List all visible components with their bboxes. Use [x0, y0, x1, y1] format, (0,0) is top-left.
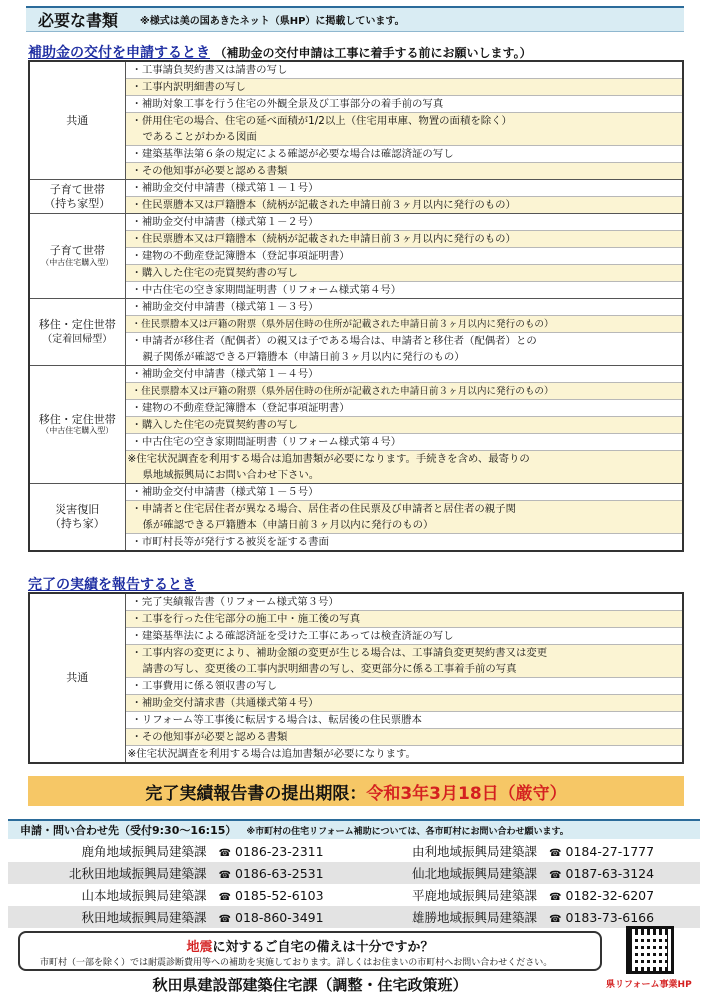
- phone-icon: ☎: [218, 891, 232, 903]
- requirement-line: ・中古住宅の空き家期間証明書（リフォーム様式第４号）: [131, 284, 402, 296]
- submission-deadline-banner: [28, 776, 684, 806]
- requirement-line: ・補助対象工事を行う住宅の外観全景及び工事部分の着手前の写真: [126, 96, 683, 113]
- office-name: 鹿角地域振興局建築課: [81, 844, 207, 859]
- earthquake-title: 地震に対するご自宅の備えは十分ですか？: [186, 940, 434, 955]
- requirement-line: ・建築基準法第６条の規定による確認が必要な場合は確認済証の写し: [126, 146, 683, 163]
- requirement-line: 係が確認できる戸籍謄本（申請日前３ヶ月以内に発行のもの）: [126, 517, 683, 534]
- requirement-line: ・住民票謄本又は戸籍の附票（県外居住時の住所が記載された申請日前３ヶ月以内に発行のもの）: [126, 316, 683, 333]
- phone-icon: ☎: [549, 847, 562, 859]
- group-childcare-used-home: [29, 214, 683, 299]
- contacts-table: [8, 840, 700, 928]
- completion-heading: 完了の実績を報告するとき: [28, 577, 196, 593]
- requirement-line: ・申請者と住宅居住者が異なる場合、居住者の住民票及び申請者と居住者の親子関: [126, 501, 683, 517]
- requirement-line: 請書の写し、変更後の工事内訳明細書の写し、変更部分に係る工事着手前の写真: [126, 661, 683, 678]
- requirement-line: ・補助金交付請求書（共通様式第４号）: [126, 695, 683, 712]
- office-name: 仙北地域振興局建築課: [369, 862, 545, 884]
- requirement-line: ・建物の不動産登記簿謄本（登記事項証明書）: [126, 248, 683, 265]
- office-name: 秋田地域振興局建築課: [8, 906, 215, 928]
- qr-code-label: 県リフォーム事業HP: [606, 980, 692, 990]
- requirement-line: ・補助金交付申請書（様式第１－２号）: [126, 214, 683, 231]
- category-cell: 共通: [29, 61, 125, 180]
- phone-icon: ☎: [549, 891, 562, 903]
- category-cell: 子育て世帯 （持ち家型）: [29, 180, 125, 214]
- requirement-line: ・建物の不動産登記簿謄本（登記事項証明書）: [126, 400, 683, 417]
- requirement-line: ・建築基準法による確認済証を受けた工事にあっては検査済証の写し: [126, 628, 683, 645]
- page-title: 必要な書類: [38, 11, 119, 30]
- deadline-label: 完了実績報告書の提出期限：: [145, 783, 367, 804]
- contact-row: [8, 884, 700, 906]
- requirement-line: ・住民票謄本又は戸籍謄本（続柄が記載された申請日前３ヶ月以内に発行のもの）: [126, 197, 683, 213]
- requirement-line: ・住民票謄本又は戸籍の附票（県外居住時の住所が記載された申請日前３ヶ月以内に発行のもの）: [126, 383, 683, 400]
- category-cell: 移住・定住世帯 （中古住宅購入型）: [29, 366, 125, 484]
- requirement-line: ・購入した住宅の売買契約書の写し: [126, 265, 683, 282]
- office-name: 山本地域振興局建築課: [81, 888, 207, 903]
- phone-icon: ☎: [218, 847, 232, 859]
- requirement-line: ・補助金交付申請書（様式第１－５号）: [126, 484, 683, 501]
- requirement-note: 県地域振興局にお問い合わせ下さい。: [126, 467, 683, 483]
- requirement-line: ・併用住宅の場合、住宅の延べ面積が1/2以上（住宅用車庫、物置の面積を除く）: [126, 113, 683, 129]
- group-common: [29, 61, 683, 180]
- phone-number[interactable]: ☎ 018-860-3491: [215, 906, 370, 928]
- phone-number[interactable]: ☎ 0185-52-6103: [218, 887, 324, 903]
- application-heading: 補助金の交付を申請するとき （補助金の交付申請は工事に着手する前にお願いします。）: [28, 45, 532, 61]
- contact-row: [8, 840, 700, 862]
- office-name: 雄勝地域振興局建築課: [369, 906, 545, 928]
- contacts-heading: 申請・問い合わせ先（受付9:30～16:15） ※市町村の住宅リフォーム補助については、各市町村にお問い合わせ願います。: [8, 819, 700, 839]
- group-disaster-recovery: [29, 484, 683, 552]
- requirement-line: ・工事内容の変更により、補助金額の変更が生じる場合は、工事請負変更契約書又は変更: [126, 645, 683, 661]
- contact-row: [8, 862, 700, 884]
- contact-row: [8, 906, 700, 928]
- requirement-line: ・中古住宅の空き家期間証明書（リフォーム様式第４号）: [126, 434, 683, 451]
- phone-number[interactable]: ☎ 0184-27-1777: [549, 843, 655, 859]
- requirement-line: 親子関係が確認できる戸籍謄本（申請日前３ヶ月以内に発行のもの）: [142, 351, 465, 363]
- phone-icon: ☎: [218, 913, 232, 925]
- phone-icon: ☎: [549, 869, 562, 881]
- requirement-line: ・工事内訳明細書の写し: [126, 79, 683, 96]
- requirement-line: ・その他知事が必要と認める書類: [126, 729, 683, 746]
- requirement-line: ・完了実績報告書（リフォーム様式第３号）: [126, 594, 683, 611]
- category-cell: 子育て世帯 （中古住宅購入型）: [29, 214, 125, 299]
- group-completion-common: [29, 593, 683, 763]
- requirement-line: ・補助金交付申請書（様式第１－４号）: [126, 366, 683, 383]
- group-migration-used-home: [29, 366, 683, 484]
- requirement-line: ・住民票謄本又は戸籍謄本（続柄が記載された申請日前３ヶ月以内に発行のもの）: [126, 231, 683, 248]
- requirement-line: ・申請者が移住者（配偶者）の親又は子である場合は、申請者と移住者（配偶者）との: [131, 335, 537, 347]
- requirement-line: ・市町村長等が発行する被災を証する書面: [131, 536, 329, 548]
- office-name: 由利地域振興局建築課: [412, 844, 538, 859]
- office-name: 平鹿地域振興局建築課: [412, 888, 538, 903]
- phone-number[interactable]: ☎ 0186-63-2531: [215, 862, 370, 884]
- requirement-line: ・リフォーム等工事後に転居する場合は、転居後の住民票謄本: [126, 712, 683, 729]
- earthquake-preparedness-box: [18, 931, 602, 971]
- application-requirements-table: [28, 60, 684, 552]
- requirement-line: ・その他知事が必要と認める書類: [126, 163, 683, 179]
- earthquake-note: 市町村（一部を除く）では耐震診断費用等への補助を実施しております。詳しくはお住まいの市町村へお問い合わせください。: [40, 958, 553, 968]
- requirement-line: ・購入した住宅の売買契約書の写し: [126, 417, 683, 434]
- requirement-line: ・補助金交付申請書（様式第１－３号）: [126, 299, 683, 316]
- requirement-note: ※住宅状況調査を利用する場合は追加書類が必要になります。手続きを含め、最寄りの: [126, 451, 683, 467]
- requirement-line: ・工事を行った住宅部分の施工中・施工後の写真: [126, 611, 683, 628]
- requirement-line: ・工事費用に係る領収書の写し: [126, 678, 683, 695]
- department-name: 秋田県建設部建築住宅課（調整・住宅政策班）: [152, 976, 468, 994]
- category-cell: 移住・定住世帯 （定着回帰型）: [29, 299, 125, 366]
- group-migration-return: [29, 299, 683, 366]
- phone-number[interactable]: ☎ 0187-63-3124: [545, 862, 700, 884]
- requirement-line: ・工事請負契約書又は請書の写し: [126, 62, 683, 79]
- category-cell: 共通: [29, 593, 125, 763]
- requirement-line: であることがわかる図面: [126, 129, 683, 146]
- category-cell: 災害復旧 （持ち家）: [29, 484, 125, 552]
- qr-code-icon[interactable]: [626, 926, 674, 974]
- group-childcare-own-home: [29, 180, 683, 214]
- deadline-date: 令和3年3月18日（厳守）: [366, 783, 567, 804]
- phone-number[interactable]: ☎ 0186-23-2311: [218, 843, 324, 859]
- phone-icon: ☎: [218, 869, 232, 881]
- contacts-note: ※市町村の住宅リフォーム補助については、各市町村にお問い合わせ願います。: [246, 826, 569, 837]
- completion-requirements-table: [28, 592, 684, 764]
- header-note: ※様式は美の国あきたネット（県HP）に掲載しています。: [140, 16, 405, 27]
- phone-icon: ☎: [549, 913, 562, 925]
- phone-number[interactable]: ☎ 0182-32-6207: [549, 887, 655, 903]
- requirement-line: ・補助金交付申請書（様式第１－１号）: [126, 180, 683, 197]
- office-name: 北秋田地域振興局建築課: [8, 862, 215, 884]
- required-documents-header: [26, 6, 684, 32]
- requirement-note: ※住宅状況調査を利用する場合は追加書類が必要になります。: [127, 748, 416, 760]
- phone-number[interactable]: ☎ 0183-73-6166: [545, 906, 700, 928]
